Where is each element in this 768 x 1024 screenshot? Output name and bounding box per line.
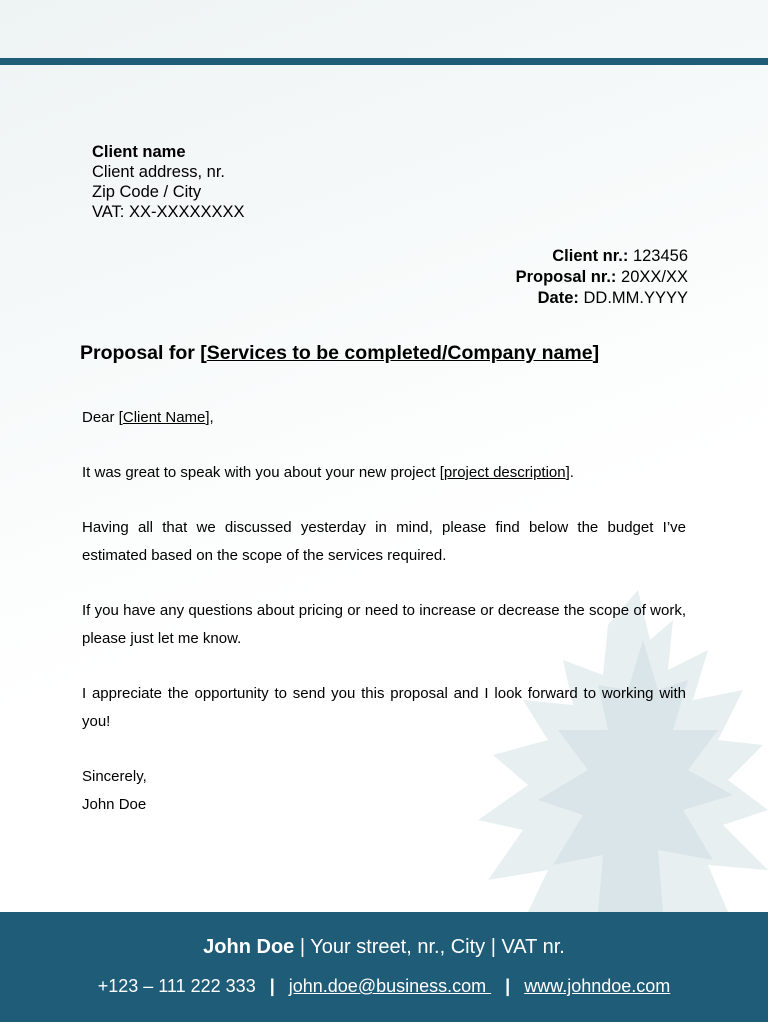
- greeting-client-name: Client Name: [122, 409, 206, 426]
- title-close-bracket: ]: [592, 342, 600, 364]
- greeting-prefix: Dear [: [82, 409, 123, 426]
- footer-separator: |: [269, 976, 275, 996]
- footer-email-link[interactable]: john.doe@business.com: [288, 976, 492, 996]
- footer-links-line: [0, 976, 768, 997]
- p1-suffix: ].: [565, 464, 574, 481]
- letter-body: [82, 404, 686, 819]
- date-row: [516, 288, 688, 309]
- closing: Sincerely,: [82, 768, 147, 785]
- paragraph-4: I appreciate the opportunity to send you this proposal and I look forward to working with you!: [82, 685, 686, 730]
- footer-website-link[interactable]: www.johndoe.com: [524, 976, 671, 996]
- proposal-number-label: Proposal nr.:: [515, 268, 617, 286]
- proposal-number-value: 20XX/XX: [621, 268, 688, 286]
- date-value: DD.MM.YYYY: [583, 289, 688, 307]
- footer-address: | Your street, nr., City | VAT nr.: [294, 936, 565, 958]
- proposal-title: [80, 342, 599, 365]
- client-address-block: [92, 142, 245, 222]
- client-name: Client name: [92, 143, 186, 161]
- footer-phone: +123 – 111 222 333: [97, 976, 256, 996]
- proposal-number-row: [516, 267, 688, 288]
- client-zip-city: Zip Code / City: [92, 183, 202, 201]
- client-vat: VAT: XX-XXXXXXXX: [92, 203, 245, 221]
- footer-contact-line: [0, 936, 768, 959]
- client-address: Client address, nr.: [92, 163, 225, 181]
- client-number-value: 123456: [632, 247, 688, 265]
- title-placeholder: Services to be completed/Company name: [206, 342, 593, 364]
- proposal-meta-block: [516, 246, 688, 309]
- project-description-placeholder: project description: [443, 464, 566, 481]
- footer-separator: |: [505, 976, 511, 996]
- client-number-row: [516, 246, 688, 267]
- footer: [0, 912, 768, 1022]
- title-prefix: Proposal for: [80, 342, 201, 364]
- header-accent-bar: [0, 58, 768, 65]
- paragraph-1: [82, 459, 686, 487]
- paragraph-2: Having all that we discussed yesterday in mind, please find below the budget I’ve estimated based on the scope of the services required.: [82, 519, 686, 564]
- title-open-bracket: [: [200, 342, 207, 364]
- signature: John Doe: [82, 796, 147, 813]
- date-label: Date:: [537, 289, 579, 307]
- paragraph-3: If you have any questions about pricing or need to increase or decrease the scope of work, please just let me know.: [82, 602, 686, 647]
- p1-prefix: It was great to speak with you about your new project [: [82, 464, 444, 481]
- greeting-suffix: ],: [205, 409, 214, 426]
- greeting: [82, 404, 686, 432]
- client-number-label: Client nr.:: [552, 247, 629, 265]
- footer-name: John Doe: [203, 936, 295, 958]
